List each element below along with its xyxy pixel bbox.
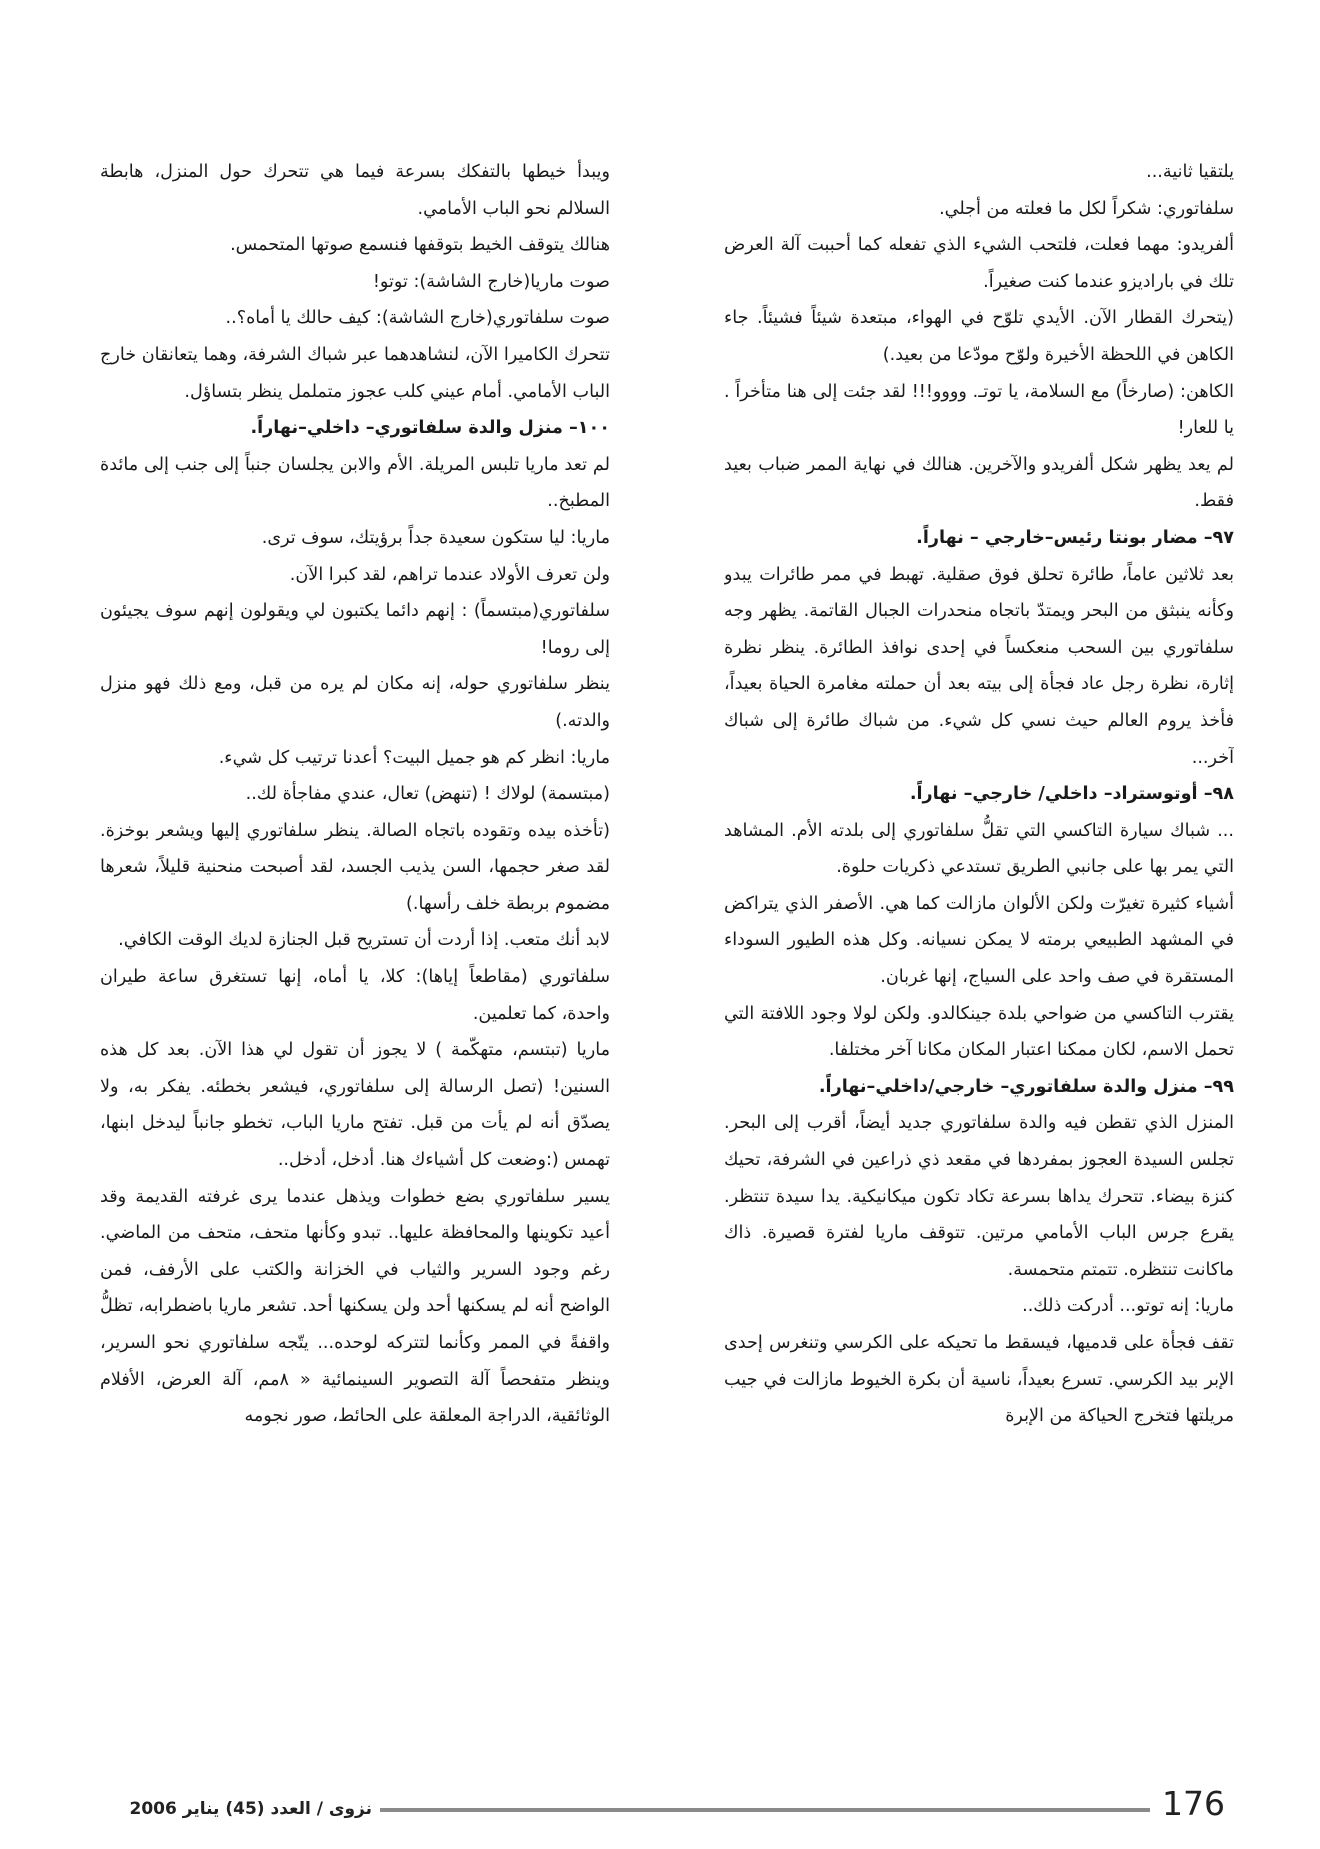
scene-heading: ٩٧– مضار بونتا رئيس–خارجي – نهاراً. bbox=[916, 527, 1234, 548]
paragraph: تتحرك الكاميرا الآن، لنشاهدهما عبر شباك الشرفة، وهما يتعانقان خارج الباب الأمامي. أمام عيني كلب عجوز متململ ينظر بتساؤل. bbox=[100, 344, 610, 402]
paragraph: ولن تعرف الأولاد عندما تراهم، لقد كبرا الآن. bbox=[289, 564, 610, 585]
right-text-column bbox=[724, 154, 1234, 1794]
footer-rule bbox=[380, 1808, 1150, 1812]
paragraph: أشياء كثيرة تغيرّت ولكن الألوان مازالت كما هي. الأصفر الذي يتراكض في المشهد الطبيعي برمته لا يمكن نسيانه. وكل هذه الطيور السوداء المستقرة في صف واحد على السياج، إنها غربان. bbox=[724, 893, 1234, 988]
scene-heading: ١٠٠– منزل والدة سلفاتوري– داخلي–نهاراً. bbox=[250, 418, 610, 439]
left-text-column bbox=[100, 154, 610, 1794]
paragraph: ألفريدو: مهما فعلت، فلتحب الشيء الذي تفعله كما أحببت آلة العرض تلك في باراديزو عندما كنت صغيراً. bbox=[724, 235, 1234, 292]
paragraph: لابد أنك متعب. إذا أردت أن تستريح قبل الجنازة لديك الوقت الكافي. bbox=[118, 930, 610, 951]
paragraph: (يتحرك القطار الآن. الأيدي تلوّح في الهواء، مبتعدة شيئاً فشيئاً. جاء الكاهن في اللحظة الأخيرة ولوّح مودّعا من بعيد.) bbox=[724, 308, 1234, 365]
paragraph: ويبدأ خيطها بالتفكك بسرعة فيما هي تتحرك حول المنزل، هابطة السلالم نحو الباب الأمامي. bbox=[100, 162, 610, 219]
paragraph: ماريا: ليا ستكون سعيدة جداً برؤيتك، سوف ترى. bbox=[261, 527, 610, 548]
paragraph: يلتقيا ثانية... bbox=[1146, 162, 1234, 182]
paragraph: ماريا (تبتسم، متهكّمة ) لا يجوز أن تقول لي هذا الآن. بعد كل هذه السنين! (تصل الرسالة إلى سلفاتوري، فيشعر بخطئه. يفكر به، ولا يصدّق أنه لم يأت من قبل. تفتح ماريا الباب، تخطو جانباً ليدخل ابنها، تهمس (:وضعت كل أشياءك هنا. أدخل، أدخل.. bbox=[100, 1040, 610, 1171]
paragraph: بعد ثلاثين عاماً، طائرة تحلق فوق صقلية. تهبط في ممر طائرات يبدو وكأنه ينبثق من البحر ويمتدّ باتجاه منحدرات الجبال القاتمة. يظهر وجه سلفاتوري بين السحب منعكساً في إحدى نوافذ الطائرة. ينظر نظرة إثارة، نظرة رجل عاد فجأة إلى بيته بعد أن حملته مغامرة الحياة بعيداً، فأخذ يروم العالم حيث نسي كل شيء. من شباك طائرة إلى شباك آخر... bbox=[724, 564, 1234, 768]
paragraph: صوت ماريا(خارج الشاشة): توتو! bbox=[372, 271, 610, 292]
paragraph: هنالك يتوقف الخيط بتوقفها فنسمع صوتها المتحمس. bbox=[230, 235, 610, 256]
paragraph: لم تعد ماريا تلبس المريلة. الأم والابن يجلسان جنباً إلى جنب إلى مائدة المطبخ.. bbox=[100, 454, 610, 512]
paragraph: سلفاتوري: شكراً لكل ما فعلته من أجلي. bbox=[939, 198, 1234, 219]
paragraph: ... شباك سيارة التاكسي التي تقلُّ سلفاتوري إلى بلدته الأم. المشاهد التي يمر بها على جانبي الطريق تستدعي ذكريات حلوة. bbox=[724, 820, 1234, 878]
paragraph: (مبتسمة) لولاك ! (تنهض) تعال، عندي مفاجأة لك.. bbox=[245, 784, 610, 805]
paragraph: (تأخذه بيده وتقوده باتجاه الصالة. ينظر سلفاتوري إليها ويشعر بوخزة. لقد صغر حجمها، السن يذيب الجسد، لقد أصبحت منحنية قليلاً، شعرها مضموم بربطة خلف رأسها.) bbox=[100, 820, 610, 914]
page-number: 176 bbox=[1162, 1784, 1225, 1823]
paragraph: لم يعد يظهر شكل ألفريدو والآخرين. هنالك في نهاية الممر ضباب بعيد فقط. bbox=[724, 454, 1234, 512]
paragraph: تقف فجأة على قدميها، فيسقط ما تحيكه على الكرسي وتنغرس إحدى الإبر بيد الكرسي. تسرع بعيداً، ناسية أن بكرة الخيوط مازالت في جيب مريلتها فتخرج الحياكة من الإبرة bbox=[724, 1333, 1234, 1427]
paragraph: ماريا: إنه توتو... أدركت ذلك.. bbox=[1022, 1296, 1234, 1317]
paragraph: سلفاتوري(مبتسماً) : إنهم دائما يكتبون لي ويقولون إنهم سوف يجيئون إلى روما! bbox=[100, 601, 610, 658]
scene-heading: ٩٩– منزل والدة سلفاتوري– خارجي/داخلي–نهاراً. bbox=[818, 1076, 1234, 1097]
paragraph: الكاهن: (صارخاً) مع السلامة، يا توتـ. وووو!!! لقد جئت إلى هنا متأخراً . يا للعار! bbox=[724, 381, 1234, 439]
paragraph: صوت سلفاتوري(خارج الشاشة): كيف حالك يا أماه؟.. bbox=[225, 308, 610, 329]
paragraph: يسير سلفاتوري بضع خطوات ويذهل عندما يرى غرفته القديمة وقد أعيد تكوينها والمحافظة عليها.. تبدو وكأنها متحف، متحف من الماضي. رغم وجود السرير والثياب في الخزانة والكتب على الأرفف، فمن الواضح أنه لم يسكنها أحد ولن يسكنها أحد. تشعر ماريا باضطرابه، تظلُّ واقفةً في الممر وكأنما لتتركه لوحده... يتّجه سلفاتوري نحو السرير، وينظر متفحصاً آلة التصوير السينمائية « ٨مم، آلة العرض، الأفلام الوثائقية، الدراجة المعلقة على الحائط، صور نجومه bbox=[100, 1186, 610, 1427]
footer-issue-line: نزوى / العدد (45) يناير 2006 bbox=[129, 1799, 372, 1819]
paragraph: ماريا: انظر كم هو جميل البيت؟ أعدنا ترتيب كل شيء. bbox=[218, 747, 610, 768]
paragraph: سلفاتوري (مقاطعاً إياها): كلا، يا أماه، إنها تستغرق ساعة طيران واحدة، كما تعلمين. bbox=[100, 967, 610, 1024]
scene-heading: ٩٨– أوتوستراد– داخلي/ خارجي– نهاراً. bbox=[909, 784, 1234, 805]
paragraph: المنزل الذي تقطن فيه والدة سلفاتوري جديد أيضاً، أقرب إلى البحر. تجلس السيدة العجوز بمفردها في مقعد ذي ذراعين في الشرفة، تحيك كنزة بيضاء. تتحرك يداها بسرعة تكاد تكون ميكانيكية. يدا سيدة تنتظر. يقرع جرس الباب الأمامي مرتين. تتوقف ماريا لفترة قصيرة. ذاك ماكانت تنتظره. تتمتم متحمسة. bbox=[724, 1113, 1234, 1280]
paragraph: ينظر سلفاتوري حوله، إنه مكان لم يره من قبل، ومع ذلك فهو منزل والدته.) bbox=[100, 674, 610, 731]
paragraph: يقترب التاكسي من ضواحي بلدة جينكالدو. ولكن لولا وجود اللافتة التي تحمل الاسم، لكان ممكنا اعتبار المكان مكانا آخر مختلفا. bbox=[724, 1003, 1234, 1061]
